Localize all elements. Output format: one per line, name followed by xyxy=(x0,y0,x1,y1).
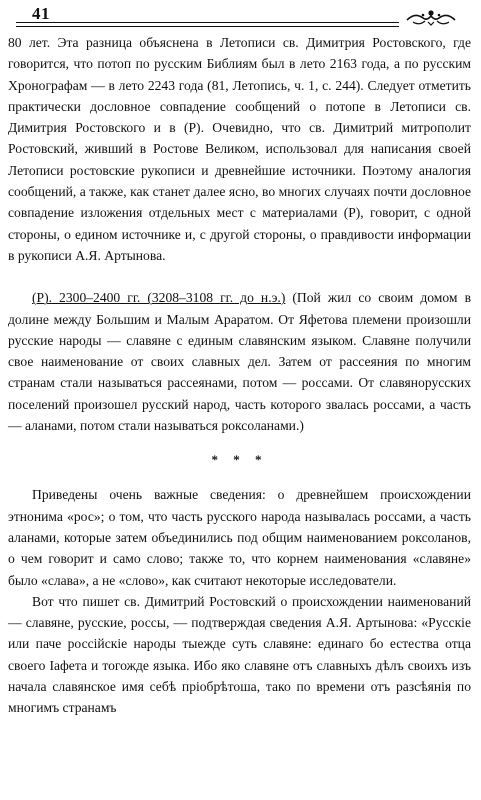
paragraph: Вот что пишет св. Димитрий Ростовский о происхождении наименований — славяне, русские, россы, — подтверждая сведения А.Я. Артынова: «Русскiе или паче россiйскiе народы тыежде суть славяне: единаго бо естества отца своего Іафета и тогожде языка. Ибо яко славяне отъ славныхъ дѣлъ своихъ изъ начала славянское имя себѣ прiобрѣтоша, тако по времени отъ разсѣянiя по многимъ странамъ xyxy=(8,593,471,716)
section-separator: * * * xyxy=(211,452,268,468)
header-rule xyxy=(16,22,399,23)
paragraph-text: (Пой жил со своим домом в долине между Большим и Малым Араратом. От Яфетова племени произошли русские народы — славяне с единым славянским языком. Славяне получили свое наименование от своих славных дел. Затем от рассеяния по многим странам стали называться рассеянами, потом — россами. От славянорусских поселений произошел русский народ, часть которого звалась россами, а часть — аланами, потом стали называться роксоланами.) xyxy=(8,290,471,434)
paragraph: 80 лет. Эта разница объяснена в Летописи св. Димитрия Ростовского, где говорится, что потоп по русским Библиям был в лето 2163 года, а по русским Хронографам — в лето 2243 года (81, Летопись, ч. 1, с. 244). Следует отметить практически дословное совпадение сообщений о потопе в Летописи св. Димитрия Ростовского и в (Р). Очевидно, что св. Димитрий митрополит Ростовский, живший в Ростове Великом, использовал для написания своей Летописи ростовские рукописи и древнейшие источники. Поэтому аналогия сообщений, а также, как станет далее ясно, во многих случаях почти дословное совпадение изложения отдельных мест с материалами (Р), говорит, с одной стороны, о едином источнике и, с другой стороны, о правдивости информации в рукописи А.Я. Артынова. xyxy=(8,35,471,263)
paragraph xyxy=(8,287,471,436)
chronology-reference: (Р). 2300–2400 гг. (3208–3108 гг. до н.э.) xyxy=(32,290,286,306)
paragraph-spacer xyxy=(8,266,471,287)
page-number: 41 xyxy=(32,4,50,23)
paragraph: Приведены очень важные сведения: о древнейшем происхождении этнонима «рос»; о том, что часть русского народа называлась россами, а часть аланами, которые затем объединились под общим наименованием роксоланов, о чем говорит и само слово; также то, что корнем наименования «славяне» было «слава», а не «слово», как считают некоторые исследователи. xyxy=(8,487,471,588)
page-header xyxy=(8,0,471,32)
paragraph-spacer xyxy=(8,474,471,484)
vignette-ornament-icon xyxy=(405,6,457,28)
page-body xyxy=(8,32,471,719)
paragraph-spacer xyxy=(8,436,471,446)
